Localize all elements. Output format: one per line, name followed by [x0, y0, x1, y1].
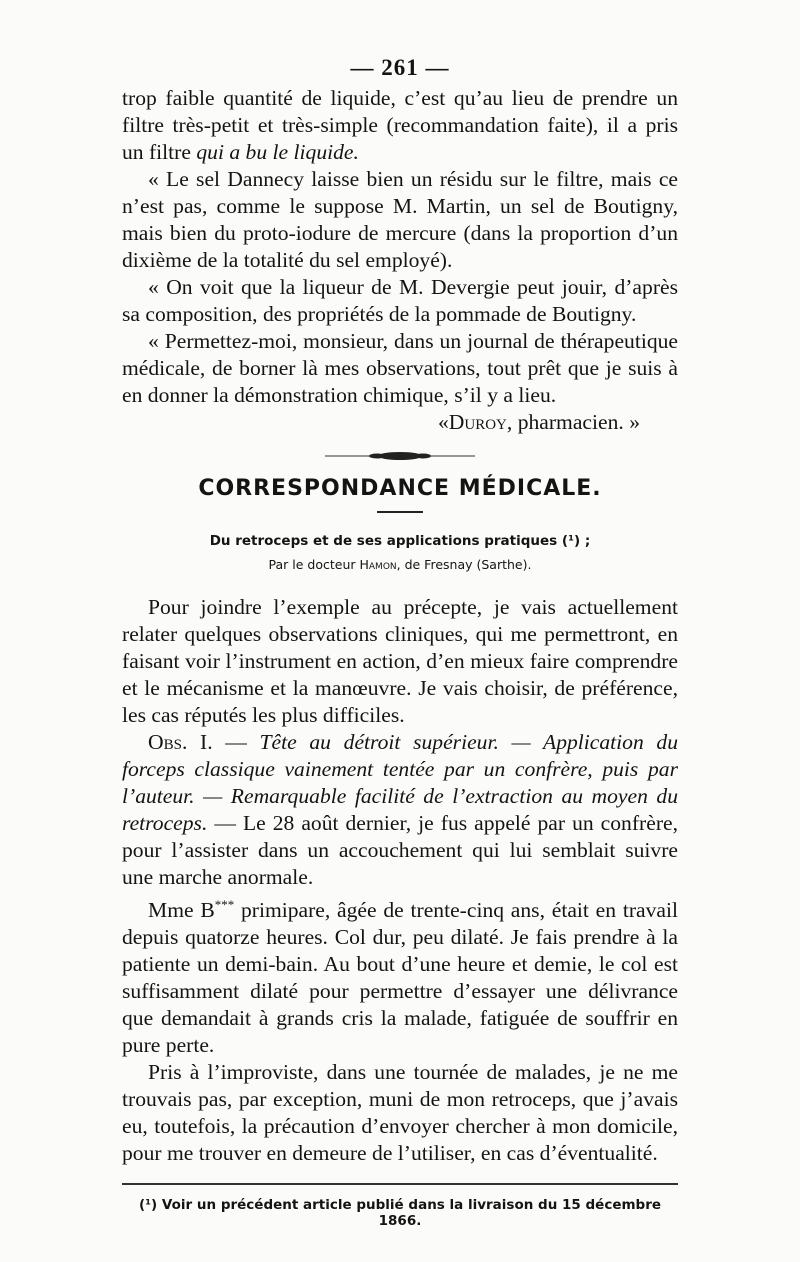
paragraph-observation: Obs. I. — Tête au détroit supérieur. — Application du forceps classique vainement tentée par un confrère, puis par l’auteur. — Remarquable facilité de l’extraction au moyen du retroceps. — Le 28 août dernier, je fus appelé par un confrère, pour l’assister dans un accouchement qui lui semblait suivre une marche anormale.: [122, 730, 679, 889]
paragraph-quote-2: « On voit que la liqueur de M. Devergie peut jouir, d’après sa composition, des propriétés de la pommade de Boutigny.: [122, 275, 678, 326]
paragraph-quote-1: « Le sel Dannecy laisse bien un résidu sur le filtre, mais ce n’est pas, comme le suppose M. Martin, un sel de Boutigny, mais bien du proto-iodure de mercure (dans la proportion d’un dixième de la totalité du sel employé).: [122, 167, 678, 272]
title-rule: [377, 511, 423, 513]
page: [122, 55, 678, 1229]
observation-label: Obs. I.: [148, 730, 213, 754]
article-title: Du retroceps et de ses applications pratiques (¹) ;: [209, 533, 591, 549]
page-number: — 261 —: [350, 55, 450, 80]
italic-phrase: qui a bu le liquide.: [196, 140, 359, 164]
footnote: (¹) Voir un précédent article publié dans la livraison du 15 décembre 1866.: [138, 1197, 662, 1230]
observation-heading: Tête au détroit supérieur. — Application du forceps classique vainement tentée par un confrère, puis par l’auteur. — Remarquable facilité de l’extraction au moyen du retroceps.: [122, 730, 679, 835]
footnote-rule: [122, 1183, 678, 1185]
paragraph-body-4: Pris à l’improviste, dans une tournée de malades, je ne me trouvais pas, par exception, muni de mon retroceps, que j’avais eu, toutefois, la précaution d’envoyer chercher à mon domicile, pour me trouver en demeure de l’utiliser, en cas d’éventualité.: [122, 1060, 678, 1166]
paragraph-continued: trop faible quantité de liquide, c’est qu’au lieu de prendre un filtre très-petit et très-simple (recommandation faite), il a pris un filtre qui a bu le liquide.: [122, 86, 678, 164]
signature-name: Duroy: [448, 410, 507, 434]
signature: «Duroy, pharmacien. »: [437, 410, 640, 434]
paragraph-body-1: Pour joindre l’exemple au précepte, je vais actuellement relater quelques observations cliniques, qui me permettront, en faisant voir l’instrument en action, d’en mieux faire comprendre et le mécanisme et la manœuvre. Je vais choisir, de préférence, les cas réputés les plus difficiles.: [122, 595, 678, 727]
footnote-marker: (¹): [561, 533, 581, 549]
ornament-divider: [325, 450, 475, 462]
author-name: Hamon: [359, 557, 397, 572]
paragraph-body-3: Mme B*** primipare, âgée de trente-cinq ans, était en travail depuis quatorze heures. Col dur, peu dilaté. Je fais prendre à la patiente un demi-bain. Au bout d’une heure et demie, le col est suffisamment dilaté pour permettre d’essayer une délivrance que demandait à grands cris la malade, fatiguée de souffrir en pure perte.: [122, 897, 678, 1058]
section-title: CORRESPONDANCE MÉDICALE.: [198, 476, 602, 501]
byline: Par le docteur Hamon, de Fresnay (Sarthe).: [268, 557, 532, 572]
paragraph-quote-3: « Permettez-moi, monsieur, dans un journal de thérapeutique médicale, de borner là mes observations, tout prêt que je suis à en donner la démonstration chimique, s’il y a lieu.: [122, 329, 678, 407]
